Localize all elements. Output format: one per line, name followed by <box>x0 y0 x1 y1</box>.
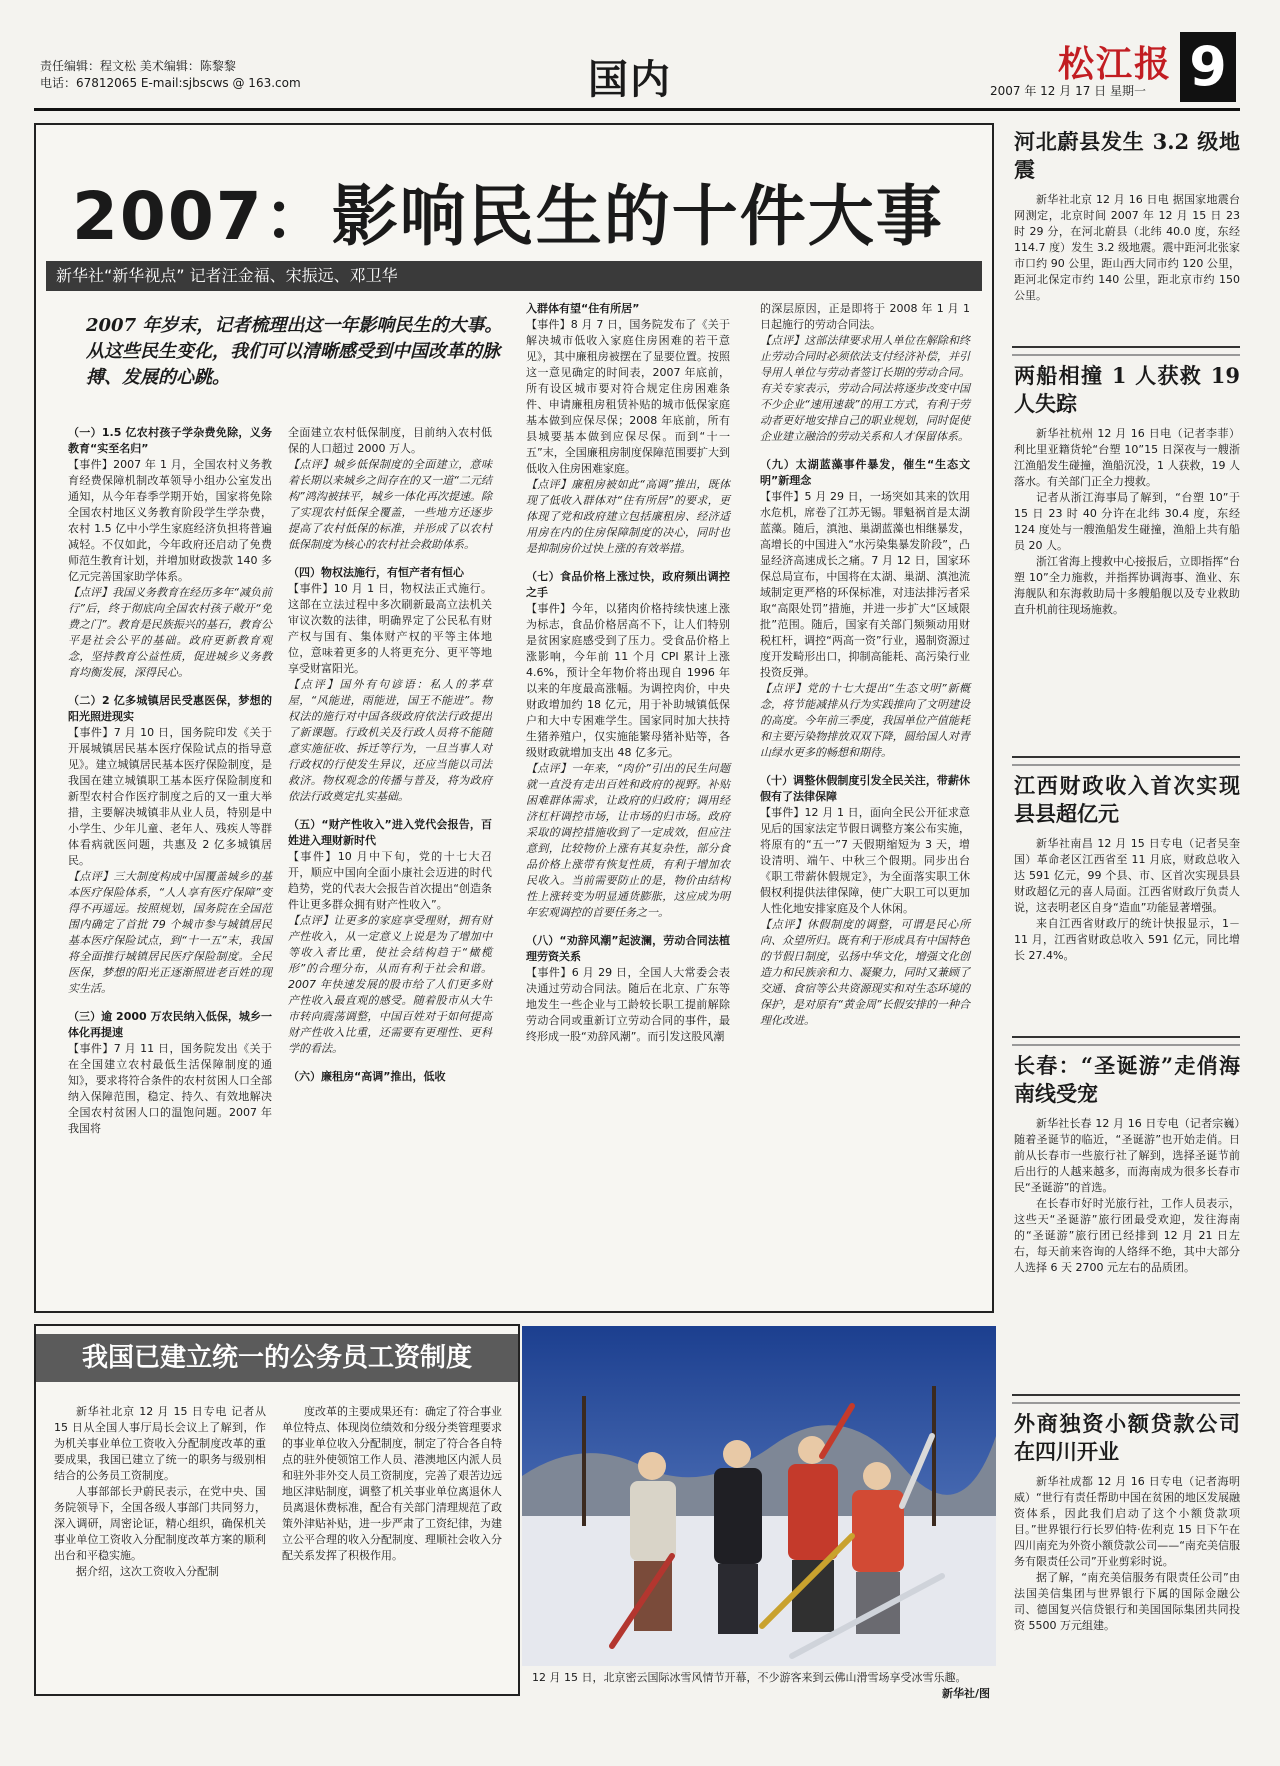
article-column-3 <box>526 301 730 1045</box>
story-separator <box>1012 346 1240 356</box>
item-subheading: 入群体有望“住有所居” <box>526 302 640 315</box>
brief-paragraph: 新华社杭州 12 月 16 日电（记者李菲）利比里亚籍货轮“台塑 10”15 日深夜与一艘浙江渔船发生碰撞，渔船沉没，1 人获救，19 人落水。有关部门正全力搜救。 <box>1014 427 1240 488</box>
item-subheading: （八）“劝辞风潮”起波澜，劳动合同法植理劳资关系 <box>526 934 730 963</box>
issue-date: 2007 年 12 月 17 日 星期一 <box>990 84 1146 98</box>
civil-servant-headline: 我国已建立统一的公务员工资制度 <box>36 1334 518 1382</box>
event-paragraph: 【事件】8 月 7 日，国务院发布了《关于解决城市低收入家庭住房困难的若干意见》，其中廉租房被摆在了显要位置。按照这一意见确定的时间表，2007 年底前，所有设区城市要对符合规定住房困难条件、申请廉租房租赁补贴的城市低保家庭基本做到应保尽保；2008 年底前，所有县城要基本做到应保尽保。而到“十一五”末，全国廉租房制度保障范围要扩大到低收入住房困难家庭。 <box>526 318 730 475</box>
brief-paragraph: 来自江西省财政厅的统计快报显示，1－11 月，江西省财政总收入 591 亿元，同比增长 27.4%。 <box>1014 917 1240 962</box>
masthead-info <box>40 58 301 92</box>
brief-story <box>1014 1052 1240 1276</box>
article-column-2 <box>288 425 492 1085</box>
paper-logo: 松江报 <box>1058 43 1173 85</box>
story-paragraph: 度改革的主要成果还有：确定了符合事业单位特点、体现岗位绩效和分级分类管理要求的事业单位收入分配制度，制定了符合各自特点的驻外使领馆工作人员、港澳地区内派人员和驻外非外交人员工资制度，完善了艰苦边远地区津贴制度，调整了机关事业单位离退休人员离退休费标准，配合有关部门清理规范了政策外津贴补贴，进一步严肃了工资纪律，为建立公平合理的收入分配制度、理顺社会收入分配关系发挥了积极作用。 <box>282 1405 502 1562</box>
item-subheading: （七）食品价格上涨过快，政府频出调控之手 <box>526 570 730 599</box>
article-column-1 <box>68 425 272 1137</box>
commentary-paragraph: 【点评】三大制度构成中国覆盖城乡的基本医疗保险体系，“人人享有医疗保障”变得不再遥远。按照规划，国务院在全国范围内确定了首批 79 个城市参与城镇居民基本医疗保险试点，到“十一五”末，我国将全面推行城镇居民医疗保险制度。全民医保，梦想的阳光正逐渐照进老百姓的现实生活。 <box>68 870 272 995</box>
brief-paragraph: 新华社成都 12 月 16 日专电（记者海明威）“世行有责任帮助中国在贫困的地区发展融资体系，因此我们启动了这个小额贷款项目。”世界银行行长罗伯特·佐利克 15 日下午在四川南充为外资小额贷款公司——“南充美信服务有限责任公司”开业剪彩时说。 <box>1014 1475 1240 1568</box>
brief-story <box>1014 772 1240 964</box>
story-paragraph: 据介绍，这次工资收入分配制 <box>76 1565 219 1578</box>
main-lead: 2007 年岁末，记者梳理出这一年影响民生的大事。从这些民生变化，我们可以清晰感受到中国改革的脉搏、发展的心跳。 <box>86 315 503 388</box>
article-column-4 <box>760 301 970 1029</box>
event-paragraph: 【事件】10 月 1 日，物权法正式施行。这部在立法过程中多次刷新最高立法机关审议次数的法律，明确界定了公民私有财产权与国有、集体财产权的平等主体地位，意味着更多的人将更充分、更平等地享受财富阳光。 <box>288 582 492 675</box>
event-paragraph: 的深层原因，正是即将于 2008 年 1 月 1 日起施行的劳动合同法。 <box>760 302 970 331</box>
civil-servant-column-1 <box>54 1404 266 1580</box>
brief-paragraph: 新华社长春 12 月 16 日专电（记者宗巍）随着圣诞节的临近，“圣诞游”也开始走俏。日前从长春市一些旅行社了解到，选择圣诞节前后出行的人越来越多，而海南成为很多长春市民“圣诞游”的首选。 <box>1014 1117 1240 1194</box>
ski-photo <box>522 1326 996 1666</box>
event-paragraph: 【事件】10 月中下旬，党的十七大召开，顺应中国向全面小康社会迈进的时代趋势，党的代表大会报告首次提出“创造条件让更多群众拥有财产性收入”。 <box>288 850 492 911</box>
brief-story <box>1014 1410 1240 1634</box>
commentary-paragraph: 【点评】廉租房被如此“高调”推出，既体现了低收入群体对“住有所居”的要求，更体现了党和政府建立包括廉租房、经济适用房在内的住房保障制度的决心，同时也是抑制房价过快上涨的有效举措。 <box>526 478 730 555</box>
editors-line: 责任编辑：程文松 美术编辑：陈黎黎 <box>40 59 236 73</box>
item-subheading: （二）2 亿多城镇居民受惠医保，梦想的阳光照进现实 <box>68 694 272 723</box>
brief-story <box>1014 362 1240 618</box>
story-separator <box>1012 1036 1240 1046</box>
brief-paragraph: 新华社北京 12 月 16 日电 据国家地震台网测定，北京时间 2007 年 12 月 15 日 23 时 29 分，在河北蔚县（北纬 40.0 度，东经 114.7 度）发生 3.2 级地震。震中距河北张家市口约 90 公里，距山西大同市约 120 公里，距河北保定市约 140 公里，距北京市约 150 公里。 <box>1014 193 1240 302</box>
brief-headline: 江西财政收入首次实现县县超亿元 <box>1014 773 1240 826</box>
brief-headline: 河北蔚县发生 3.2 级地震 <box>1014 129 1240 182</box>
brief-paragraph: 新华社南昌 12 月 15 日专电（记者吴奎国）革命老区江西省至 11 月底，财政总收入达 591 亿元，99 个县、市、区首次实现县县财政超亿元的喜人局面。江西省财政厅负责人说，这表明老区自身“造血”功能显著增强。 <box>1014 837 1240 914</box>
event-paragraph: 【事件】今年，以猪肉价格持续快速上涨为标志，食品价格居高不下，让人们特别是贫困家庭感受到了压力。受食品价格上涨影响，今年前 11 个月 CPI 累计上涨 4.6%，预计全年物价将出现自 1996 年以来的年度最高涨幅。为调控肉价，中央财政增加约 18 亿元，用于补助城镇低保户和大中专困难学生。国家同时加大扶持生猪养殖户，仅实施能繁母猪补贴等，各级财政就增加支出 48 亿多元。 <box>526 602 730 759</box>
civil-servant-column-2 <box>282 1404 502 1564</box>
civil-servant-pay-story <box>34 1324 520 1696</box>
event-paragraph: 全面建立农村低保制度，目前纳入农村低保的人口超过 2000 万人。 <box>288 426 492 455</box>
item-subheading: （五）“财产性收入”进入党代会报告，百姓进入理财新时代 <box>288 818 492 847</box>
photo-caption-text: 12 月 15 日，北京密云国际冰雪风情节开幕，不少游客来到云佛山滑雪场享受冰雪乐趣。 <box>532 1671 967 1684</box>
commentary-paragraph: 【点评】国外有句谚语：私人的茅草屋，“风能进，雨能进，国王不能进”。物权法的施行对中国各级政府依法行政提出了新课题。行政机关及行政人员将不能随意实施征收、拆迁等行为，一旦当事人对行政权的行使发生异议，还应当能以司法救济。物权观念的传播与普及，将为政府依法行政奠定扎实基础。 <box>288 678 492 803</box>
masthead-rule <box>34 108 1240 111</box>
commentary-paragraph: 【点评】党的十七大提出“生态文明”新概念，将节能减排从行为实践推向了文明建设的高度。今年前三季度，我国单位产值能耗和主要污染物排放双双下降，圆给国人对青山绿水更多的畅想和期待。 <box>760 682 970 759</box>
brief-headline: 两船相撞 1 人获救 19 人失踪 <box>1014 363 1240 416</box>
commentary-paragraph: 【点评】城乡低保制度的全面建立，意味着长期以来城乡之间存在的又一道“二元结构”鸿沟被抹平，城乡一体化再次提速。除了实现农村低保全覆盖，一些地方还逐步提高了农村低保的标准，并形成了以农村低保制度为核心的农村社会救助体系。 <box>288 458 492 551</box>
section-title: 国内 <box>588 56 672 103</box>
event-paragraph: 【事件】7 月 11 日，国务院发出《关于在全国建立农村最低生活保障制度的通知》，要求将符合条件的农村贫困人口全部纳入保障范围，稳定、持久、有效地解决全国农村贫困人口的温饱问题。2007 年我国将 <box>68 1042 272 1135</box>
story-paragraph: 人事部部长尹蔚民表示，在党中央、国务院领导下，全国各级人事部门共同努力，深入调研，周密论证，精心组织，确保机关事业单位工资收入分配制度改革方案的顺利出台和平稳实施。 <box>54 1485 266 1562</box>
event-paragraph: 【事件】5 月 29 日，一场突如其来的饮用水危机，席卷了江苏无锡。罪魁祸首是太湖蓝藻。随后，滇池、巢湖蓝藻也相继暴发，高增长的中国进入“水污染集暴发阶段”，凸显经济高速成长之痛。7 月 12 日，国家环保总局宣布，中国将在太湖、巢湖、滇池流域制定更严格的环保标准，对违法排污者采取“高限处罚”措施，并进一步扩大“区域限批”范围。随后，国家有关部门频频动用财税杠杆，调控“两高一资”行业，遏制资源过度开发畸形出口，抑制高能耗、高污染行业投资反弹。 <box>760 490 970 679</box>
main-headline: 2007：影响民生的十件大事 <box>72 178 944 255</box>
brief-paragraph: 在长春市好时光旅行社，工作人员表示，这些天“圣诞游”旅行团最受欢迎，发往海南的“圣诞游”旅行团已经排到 12 月 21 日左右，每天前来咨询的人络绎不绝，其中大部分人选择 6 天 2700 元左右的品质团。 <box>1014 1197 1240 1274</box>
item-subheading: （四）物权法施行，有恒产者有恒心 <box>288 566 464 579</box>
item-subheading: （一）1.5 亿农村孩子学杂费免除，义务教育“实至名归” <box>68 426 272 455</box>
commentary-paragraph: 【点评】我国义务教育在经历多年“减负前行”后，终于彻底向全国农村孩子敞开“免费之门”。教育是民族振兴的基石，教育公平是社会公平的基础。政府更新教育观念，坚持教育公益性质，促进城乡义务教育均衡发展，深得民心。 <box>68 586 272 679</box>
main-byline: 新华社“新华视点” 记者汪金福、宋振远、邓卫华 <box>46 261 982 291</box>
event-paragraph: 【事件】12 月 1 日，面向全民公开征求意见后的国家法定节假日调整方案公布实施，将原有的“五一”7 天假期缩短为 3 天，增设清明、端午、中秋三个假期。同步出台《职工带薪休假规定》，为全面落实职工休假权利提供法律保障，使广大职工可以更加人性化地安排家庭及个人休闲。 <box>760 806 970 915</box>
brief-headline: 外商独资小额贷款公司在四川开业 <box>1014 1411 1240 1464</box>
commentary-paragraph: 【点评】一年来，“肉价”引出的民生问题就一直没有走出百姓和政府的视野。补贴困难群体需求，让政府的归政府；调用经济杠杆调控市场，让市场的归市场。政府采取的调控措施收到了一定成效，但应注意到，比较物价上涨有其复杂性，部分食品价格上涨带有恢复性质，有利于增加农民收入。当前需要防止的是，物价由结构性上涨转变为明显通货膨胀，这应成为明年宏观调控的首要任务之一。 <box>526 762 730 919</box>
contact-line: 电话：67812065 E-mail:sjbscws @ 163.com <box>40 76 301 90</box>
item-subheading: （三）逾 2000 万农民纳入低保，城乡一体化再提速 <box>68 1010 272 1039</box>
event-paragraph: 【事件】2007 年 1 月，全国农村义务教育经费保障机制改革领导小组办公室发出通知，从今年春季学期开始，国家将免除全国农村地区义务教育阶段学生学杂费，农村 1.5 亿中小学生家庭经济负担将普遍减轻。不仅如此，今年政府还启动了免费师范生教育计划，并增加财政拨款 140 多亿元完善国家助学体系。 <box>68 458 272 583</box>
item-subheading: （十）调整休假制度引发全民关注，带薪休假有了法律保障 <box>760 774 970 803</box>
ski-scene-image <box>522 1326 996 1666</box>
brief-paragraph: 记者从浙江海事局了解到，“台塑 10”于 15 日 23 时 40 分许在北纬 30.4 度，东经 124 度处与一艘渔船发生碰撞，渔船上共有船员 20 人。 <box>1014 491 1240 552</box>
commentary-paragraph: 【点评】休假制度的调整，可谓是民心所向、众望所归。既有利于形成具有中国特色的节假日制度，弘扬中华文化，增强文化创造力和民族亲和力、凝聚力，同时又兼顾了交通、食宿等公共资源现实和对生态环境的保护，是对原有“黄金周”长假安排的一种合理化改进。 <box>760 918 970 1027</box>
brief-headline: 长春：“圣诞游”走俏海南线受宠 <box>1014 1053 1240 1106</box>
main-feature-box <box>34 123 994 1313</box>
brief-paragraph: 浙江省海上搜救中心接报后，立即指挥“台塑 10”全力施救，并指挥协调海事、渔业、东海舰队和东海救助局十多艘船舰以及专业救助直升机前往现场施救。 <box>1014 555 1240 616</box>
item-subheading: （九）太湖蓝藻事件暴发，催生“生态文明”新理念 <box>760 458 970 487</box>
event-paragraph: 【事件】7 月 10 日，国务院印发《关于开展城镇居民基本医疗保险试点的指导意见》。建立城镇居民基本医疗保险制度，是我国在建立城镇职工基本医疗保险制度和新型农村合作医疗制度之后的又一重大举措，主要解决城镇非从业人员，特别是中小学生、少年儿童、老年人、残疾人等群体看病就医问题，共惠及 2 亿多城镇居民。 <box>68 726 272 867</box>
story-separator <box>1012 1394 1240 1404</box>
commentary-paragraph: 【点评】让更多的家庭享受理财，拥有财产性收入，从一定意义上说是为了增加中等收入者比重，使社会结构趋于“橄榄形”的合理分布，从而有利于社会和谐。2007 年快速发展的股市给了人们更多财产性收入最直观的感受。随着股市从大牛市转向震荡调整，中国百姓对于如何提高财产性收入比重，还需要有更理性、更科学的看法。 <box>288 914 492 1055</box>
story-paragraph: 新华社北京 12 月 15 日专电 记者从 15 日从全国人事厅局长会议上了解到，作为机关事业单位工资收入分配制度改革的重要成果，我国已建立了统一的职务与级别相结合的公务员工资制度。 <box>54 1405 266 1482</box>
brief-paragraph: 据了解，“南充美信服务有限责任公司”由法国美信集团与世界银行下属的国际金融公司、德国复兴信贷银行和美国国际集团共同投资 5500 万元组建。 <box>1014 1571 1240 1632</box>
brief-story <box>1014 128 1240 304</box>
page-number: 9 <box>1180 32 1236 102</box>
commentary-paragraph: 【点评】这部法律要求用人单位在解除和终止劳动合同时必须依法支付经济补偿，并引导用人单位与劳动者签订长期的劳动合同。有关专家表示，劳动合同法将逐步改变中国不少企业“速用速裁”的用工方式，有利于劳动者更好地安排自己的职业规划，同时促使企业建立融洽的劳动关系和人才保留体系。 <box>760 334 970 443</box>
event-paragraph: 【事件】6 月 29 日，全国人大常委会表决通过劳动合同法。随后在北京、广东等地发生一些企业与工龄较长职工提前解除劳动合同或重新订立劳动合同的事件，最终形成一股“劝辞风潮”。而引发这股风潮 <box>526 966 730 1043</box>
item-subheading: （六）廉租房“高调”推出，低收 <box>288 1070 446 1083</box>
story-separator <box>1012 756 1240 766</box>
photo-credit: 新华社/图 <box>941 1687 990 1700</box>
photo-caption <box>532 1670 990 1702</box>
